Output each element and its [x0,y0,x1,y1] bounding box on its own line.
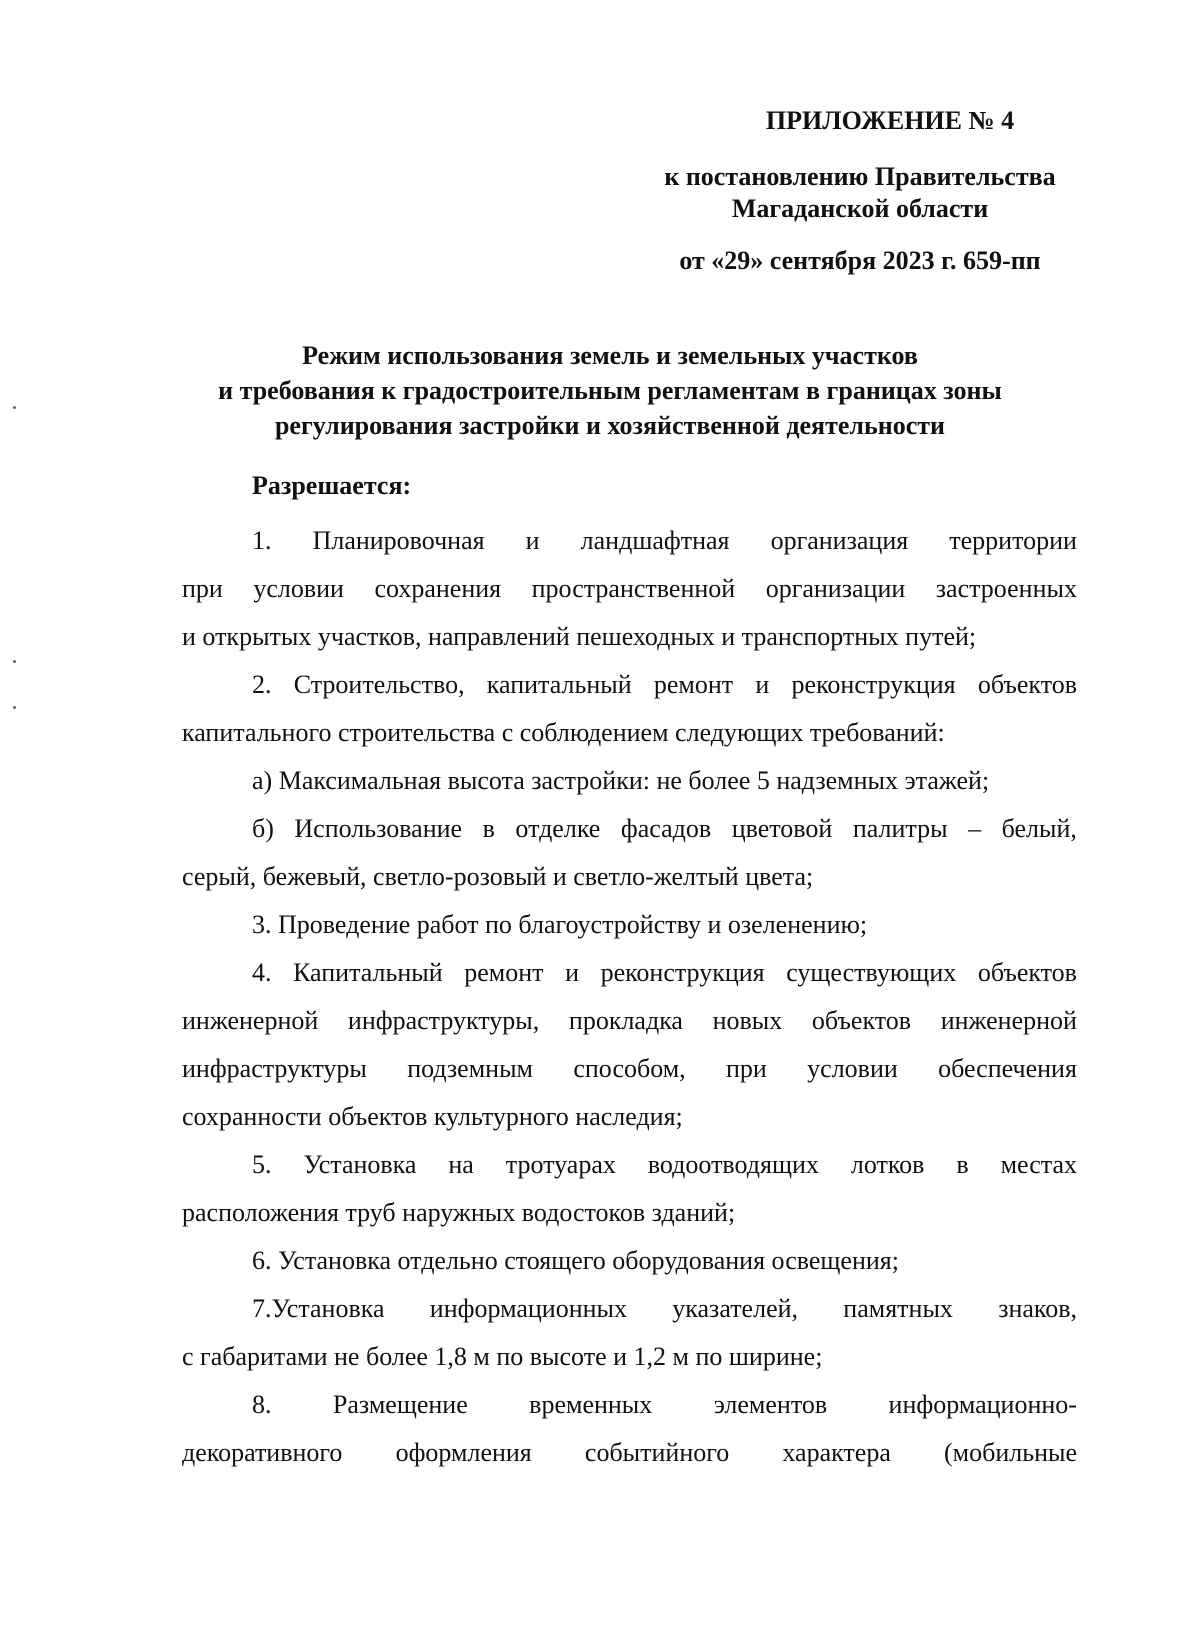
word: 8. [252,1390,272,1419]
word: декоративного [182,1438,343,1467]
item-4-line-1 [182,949,1077,997]
word: тротуарах [505,1150,616,1179]
word: реконструкция [791,670,956,699]
title-line-2: и требования к градостроительным регламентам в границах зоны [218,376,1002,405]
allowed-heading: Разрешается: [252,471,412,500]
word: реконструкция [600,958,765,987]
word: инженерной [182,1006,319,1035]
word: знаков, [998,1294,1077,1323]
item-4-line-2 [182,997,1077,1045]
word: новых [712,1006,783,1035]
word: в [956,1150,969,1179]
item-1-line-3: и открытых участков, направлений пешеходных и транспортных путей; [182,622,977,651]
word: подземным [407,1054,534,1083]
word: ремонт [653,670,734,699]
document-title [150,338,1070,443]
word: пространственной [531,574,736,603]
item-4-line-3 [182,1045,1077,1093]
word: объектов [977,670,1077,699]
item-2a-line-1: а) Максимальная высота застройки: не более 5 надземных этажей; [252,766,990,795]
word: 4. [252,958,272,987]
item-8-line-2 [182,1429,1077,1477]
item-3-line-1: 3. Проведение работ по благоустройству и озеленению; [252,910,868,939]
word: капитальный [486,670,632,699]
word: указателей, [672,1294,799,1323]
item-7-line-2: с габаритами не более 1,8 м по высоте и 1,2 м по ширине; [182,1342,823,1371]
word: элементов [713,1390,828,1419]
word: Установка [303,1150,417,1179]
appendix-header [620,103,1100,279]
word: при [726,1054,767,1083]
decree-date: от «29» сентября 2023 г. 659-пп [679,246,1041,275]
word: фасадов [620,814,712,843]
word: ремонт [464,958,544,987]
word: сохранения [374,574,502,603]
word: Планировочная [312,526,485,555]
item-2b-line-1 [182,805,1077,853]
appendix-number: ПРИЛОЖЕНИЕ № 4 [765,106,1015,135]
word: отделке [515,814,601,843]
word: способом, [573,1054,686,1083]
word: объектов [977,958,1077,987]
word: оформления [395,1438,532,1467]
word: памятных [843,1294,953,1323]
item-7-line-1 [182,1285,1077,1333]
document-body [182,517,1077,1477]
word: лотков [850,1150,925,1179]
scan-margin-mark [13,706,16,709]
word: в [482,814,495,843]
word: Размещение [332,1390,468,1419]
word: прокладка [568,1006,683,1035]
word: цветовой [731,814,833,843]
word: 7.Установка [252,1294,385,1323]
word: – [968,814,982,843]
word: условии [253,574,344,603]
word: и [565,958,579,987]
word: белый, [1001,814,1077,843]
decree-line-2: Магаданской области [731,194,989,223]
word: водоотводящих [647,1150,819,1179]
scan-margin-mark [13,660,16,663]
word: 1. [252,526,272,555]
word: организации [765,574,906,603]
word: и [755,670,770,699]
decree-line-1: к постановлению Правительства [664,162,1056,191]
word: инфраструктуры, [347,1006,540,1035]
word: временных [529,1390,653,1419]
word: и [525,526,540,555]
item-6-line-1: 6. Установка отдельно стоящего оборудования освещения; [252,1246,899,1275]
word: местах [1000,1150,1077,1179]
item-1-line-2 [182,565,1077,613]
word: информационных [429,1294,628,1323]
word: Строительство, [293,670,465,699]
word: 2. [252,670,272,699]
decree-reference [620,161,1100,225]
word: объектов [811,1006,912,1035]
word: 5. [252,1150,272,1179]
word: характера [782,1438,891,1467]
word: (мобильные [943,1438,1077,1467]
word: на [448,1150,474,1179]
word: условии [807,1054,898,1083]
item-5-line-2: расположения труб наружных водостоков зданий; [182,1198,736,1227]
word: инфраструктуры [182,1054,367,1083]
word: информационно- [888,1390,1077,1419]
word: обеспечения [938,1054,1077,1083]
word: Капитальный [293,958,443,987]
word: инженерной [940,1006,1077,1035]
title-line-3: регулирования застройки и хозяйственной деятельности [274,411,946,440]
title-line-1: Режим использования земель и земельных участков [302,341,918,370]
word: застроенных [935,574,1077,603]
word: организация [770,526,909,555]
item-1-line-1 [182,517,1077,565]
item-8-line-1 [182,1381,1077,1429]
word: событийного [584,1438,730,1467]
word: б) [252,814,274,843]
word: ландшафтная [580,526,730,555]
item-2b-line-2: серый, бежевый, светло-розовый и светло-желтый цвета; [182,862,814,891]
word: существующих [786,958,957,987]
item-5-line-1 [182,1141,1077,1189]
item-2-line-1 [182,661,1077,709]
word: палитры [852,814,948,843]
item-4-line-4: сохранности объектов культурного наследия; [182,1102,683,1131]
scan-margin-mark [13,406,16,409]
item-2-line-2: капитального строительства с соблюдением следующих требований: [182,718,945,747]
word: при [182,574,223,603]
word: территории [949,526,1077,555]
word: Использование [294,814,463,843]
